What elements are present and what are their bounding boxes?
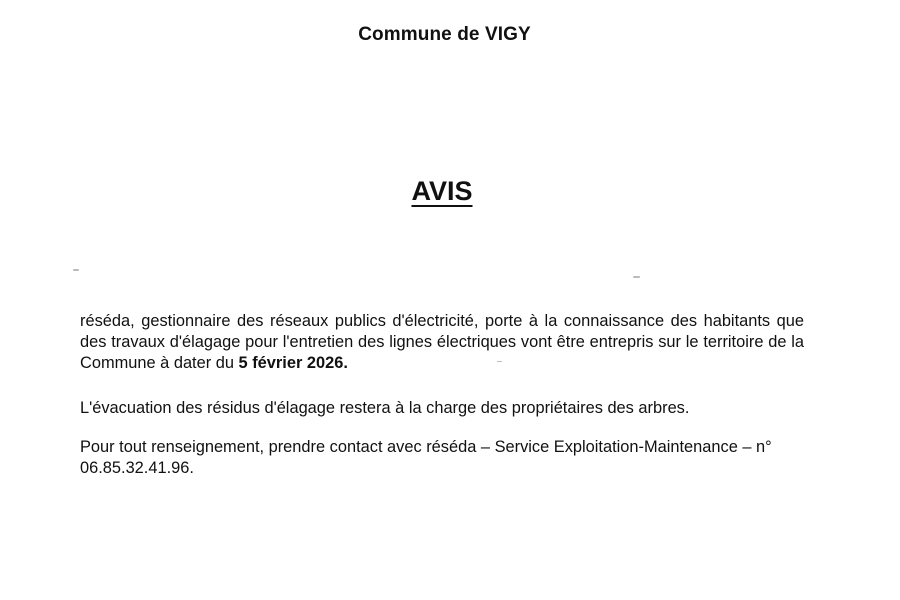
sentence-end: . <box>343 354 348 372</box>
start-date: 5 février 2026 <box>238 354 344 372</box>
notice-title: AVIS <box>411 176 473 206</box>
scan-speck <box>633 276 640 278</box>
notice-paragraph-contact: Pour tout renseignement, prendre contact avec réséda – Service Exploitation-Maintenance – n° 06.85.32.41.96. <box>80 438 772 477</box>
works-announcement-text: réséda, gestionnaire des réseaux publics d'électricité, porte à la connaissance des habitants que des travaux d'élagage pour l'entretien des lignes électriques vont être entrepris sur le territoire de la Commune à dater du <box>80 312 804 372</box>
notice-paragraph-residues: L'évacuation des résidus d'élagage restera à la charge des propriétaires des arbres. <box>80 399 690 417</box>
commune-heading: Commune de VIGY <box>358 24 531 45</box>
scan-speck <box>73 269 79 271</box>
notice-paragraph-works <box>80 311 804 374</box>
